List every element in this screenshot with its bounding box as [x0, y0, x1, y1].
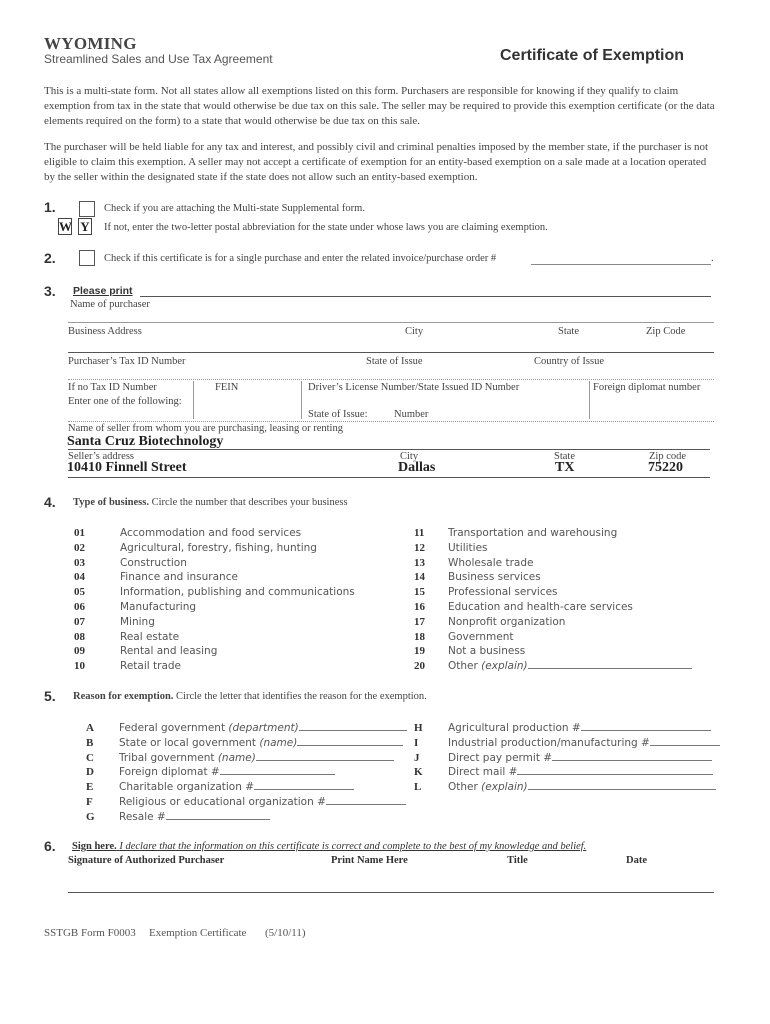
- business-type-item[interactable]: [414, 612, 565, 627]
- business-type-item-label: Business services: [448, 571, 541, 584]
- exemption-reason-item-label: Charitable organization #: [119, 781, 255, 794]
- business-type-item-label: Finance and insurance: [120, 571, 238, 584]
- business-type-item[interactable]: [74, 656, 181, 671]
- exemption-reason-item-code[interactable]: J: [414, 751, 420, 764]
- tax-id-field[interactable]: [68, 379, 714, 380]
- divider-1: [193, 381, 194, 419]
- business-type-item-label: Wholesale trade: [448, 556, 534, 569]
- name-of-purchaser-label: Name of purchaser: [70, 299, 150, 310]
- exemption-reason-item-code[interactable]: C: [86, 751, 94, 764]
- sign-here-label: Sign here.: [72, 841, 117, 852]
- state-abbreviation-label: If not, enter the two-letter postal abbreviation for the state under whose laws you are claiming exemption.: [104, 222, 548, 233]
- exemption-reason-item[interactable]: [414, 718, 711, 733]
- business-type-item[interactable]: [74, 523, 301, 538]
- business-type-item[interactable]: [414, 553, 533, 568]
- business-type-item-label: Mining: [120, 615, 155, 628]
- reason-heading-bold: Reason for exemption.: [73, 691, 174, 702]
- exemption-reason-item[interactable]: [414, 748, 712, 763]
- exemption-reason-item-label: Federal government: [119, 722, 226, 734]
- business-type-item-code[interactable]: 20: [414, 660, 425, 673]
- business-type-item-code[interactable]: 04: [74, 571, 85, 584]
- reason-heading-text: Circle the letter that identifies the reason for the exemption.: [176, 691, 427, 702]
- business-type-item-label: Rental and leasing: [120, 645, 218, 658]
- exemption-reason-item-code[interactable]: H: [414, 722, 423, 734]
- business-type-item-label: Other: [448, 660, 478, 673]
- business-address-label: Business Address: [68, 326, 142, 337]
- exemption-reason-item-label: State or local government: [119, 736, 257, 749]
- type-of-business-heading: [73, 497, 348, 508]
- footer-form-name: Exemption Certificate: [149, 927, 247, 939]
- exemption-reason-item-label: Other: [448, 781, 478, 794]
- drivers-license-label: Driver’s License Number/State Issued ID Number: [308, 382, 520, 393]
- seller-name-label: Name of seller from whom you are purchasing, leasing or renting: [68, 423, 343, 434]
- business-type-item-code[interactable]: 17: [414, 615, 425, 628]
- business-type-item[interactable]: [414, 538, 488, 553]
- exemption-reason-item-code[interactable]: E: [86, 781, 94, 794]
- business-type-item[interactable]: [74, 538, 317, 553]
- business-type-item[interactable]: [74, 641, 217, 656]
- id-options-field[interactable]: [68, 421, 714, 422]
- state-letter-1[interactable]: W: [59, 219, 72, 234]
- sign-here-declaration: [72, 841, 586, 852]
- business-type-item[interactable]: [414, 523, 617, 538]
- document-title: Certificate of Exemption: [500, 47, 685, 64]
- business-type-item[interactable]: [414, 641, 525, 656]
- exemption-reason-item[interactable]: [86, 777, 354, 792]
- exemption-reason-item-entry-field[interactable]: [517, 764, 713, 775]
- purchaser-name-field[interactable]: [68, 322, 714, 323]
- business-type-item-label: Agricultural, forestry, fishing, hunting: [120, 541, 317, 554]
- exemption-reason-item[interactable]: [86, 718, 407, 733]
- exemption-reason-item-label: Tribal government: [119, 751, 215, 764]
- exemption-reason-item[interactable]: [86, 792, 406, 807]
- please-print-label: Please print: [73, 285, 133, 297]
- signature-label: Signature of Authorized Purchaser: [68, 855, 225, 866]
- business-type-item-label: Not a business: [448, 645, 526, 658]
- business-type-item-code[interactable]: 05: [74, 586, 85, 599]
- exemption-reason-item-code[interactable]: A: [86, 722, 94, 734]
- state-of-issue-label: State of Issue: [366, 356, 423, 367]
- business-type-item-entry-field[interactable]: [528, 658, 692, 669]
- business-type-item[interactable]: [74, 597, 196, 612]
- business-type-item-label: Education and health-care services: [448, 601, 633, 613]
- business-type-item-label: Information, publishing and communications: [120, 586, 355, 599]
- seller-city-label: City: [400, 451, 419, 462]
- business-type-item-label: Transportation and warehousing: [448, 527, 618, 539]
- exemption-reason-item[interactable]: [86, 733, 403, 748]
- fein-label: FEIN: [215, 382, 239, 393]
- seller-state-value[interactable]: TX: [555, 460, 575, 475]
- exemption-reason-item-qualifier: (department): [228, 722, 299, 734]
- section-2-number: 2.: [44, 250, 56, 266]
- title-label: Title: [507, 855, 528, 866]
- state-name: WYOMING: [44, 34, 137, 53]
- exemption-reason-item-entry-field[interactable]: [581, 720, 711, 731]
- business-type-item-code[interactable]: 03: [74, 556, 85, 569]
- business-type-item-label: Utilities: [448, 541, 488, 554]
- exemption-reason-item-entry-field[interactable]: [326, 794, 406, 805]
- business-type-item-code[interactable]: 09: [74, 645, 85, 658]
- business-type-item-label: Manufacturing: [120, 601, 197, 613]
- seller-address-label: Seller’s address: [68, 451, 134, 462]
- zip-code-label: Zip Code: [646, 326, 686, 337]
- exemption-reason-item-entry-field[interactable]: [254, 779, 354, 790]
- signature-line[interactable]: [68, 892, 714, 893]
- business-type-item[interactable]: [74, 567, 238, 582]
- business-type-item-label: Real estate: [120, 630, 180, 643]
- business-type-item-code[interactable]: 18: [414, 630, 425, 643]
- business-type-item-qualifier: (explain): [481, 660, 528, 673]
- footer-form-number: SSTGB Form F0003: [44, 927, 136, 939]
- exemption-reason-item-label: Direct mail #: [448, 766, 518, 779]
- section-3-number: 3.: [44, 283, 56, 299]
- print-name-label: Print Name Here: [331, 855, 408, 866]
- business-type-item-code[interactable]: 12: [414, 541, 425, 554]
- please-print-rule: [140, 296, 711, 297]
- business-type-item-code[interactable]: 16: [414, 601, 425, 613]
- exemption-reason-item-qualifier: (name): [259, 736, 298, 749]
- business-type-item[interactable]: [414, 567, 541, 582]
- exemption-reason-item-code[interactable]: F: [86, 796, 93, 808]
- type-of-business-heading-bold: Type of business.: [73, 497, 149, 508]
- exemption-reason-item-entry-field[interactable]: [528, 779, 716, 790]
- business-type-item-label: Retail trade: [120, 660, 182, 673]
- business-type-item[interactable]: [74, 627, 179, 642]
- exemption-reason-item-label: Direct pay permit #: [448, 751, 553, 764]
- business-type-item[interactable]: [74, 582, 355, 597]
- exemption-reason-item-entry-field[interactable]: [297, 735, 403, 746]
- date-label: Date: [626, 855, 647, 866]
- business-type-item[interactable]: [414, 627, 513, 642]
- city-label: City: [405, 326, 424, 337]
- business-type-item[interactable]: [74, 612, 155, 627]
- business-type-item-label: Accommodation and food services: [120, 527, 302, 539]
- tax-id-label: Purchaser’s Tax ID Number: [68, 356, 186, 367]
- reason-for-exemption-heading: [73, 691, 427, 702]
- business-type-item-code[interactable]: 15: [414, 586, 425, 599]
- foreign-diplomat-label: Foreign diplomat number: [593, 382, 701, 393]
- exemption-reason-item-entry-field[interactable]: [256, 750, 394, 761]
- business-type-item[interactable]: [414, 597, 633, 612]
- exemption-reason-item-entry-field[interactable]: [299, 720, 407, 731]
- seller-name-field: [68, 449, 710, 450]
- exemption-reason-item[interactable]: [414, 733, 720, 748]
- exemption-reason-item-qualifier: (explain): [481, 781, 528, 794]
- enter-one-label: Enter one of the following:: [68, 396, 182, 407]
- section-4-number: 4.: [44, 494, 56, 510]
- multistate-supplemental-label: Check if you are attaching the Multi-state Supplemental form.: [104, 203, 365, 214]
- seller-zip-value[interactable]: 75220: [648, 460, 683, 475]
- state-label: State: [558, 326, 579, 337]
- business-type-item-code[interactable]: 02: [74, 541, 85, 554]
- business-type-item-code[interactable]: 19: [414, 645, 425, 658]
- exemption-reason-item-entry-field[interactable]: [166, 809, 270, 820]
- intro-paragraph-1: This is a multi-state form. Not all states allow all exemptions listed on this form. Purchasers are responsible for knowing if they qualify to claim exemption from tax in the state that would otherwise be due tax on this sale. The seller may be required to provide this exemption certificate (or the data elements required on the form) to a state that would otherwise be due tax on this sale.: [44, 85, 715, 127]
- exemption-reason-item[interactable]: [86, 807, 270, 822]
- single-purchase-checkbox[interactable]: [79, 250, 95, 266]
- seller-zip-label: Zip code: [649, 451, 687, 462]
- agreement-name: Streamlined Sales and Use Tax Agreement: [44, 52, 273, 66]
- state-letter-2[interactable]: Y: [78, 218, 92, 235]
- business-type-item-code[interactable]: 06: [74, 601, 85, 613]
- seller-name-value[interactable]: Santa Cruz Biotechnology: [67, 434, 224, 449]
- exemption-reason-item-code[interactable]: G: [86, 810, 95, 823]
- exemption-reason-item-code[interactable]: B: [86, 736, 94, 749]
- exemption-reason-item[interactable]: [86, 748, 394, 763]
- business-type-item[interactable]: [74, 553, 187, 568]
- divider-2: [301, 381, 302, 419]
- exemption-reason-item-entry-field[interactable]: [220, 764, 335, 775]
- country-of-issue-label: Country of Issue: [534, 356, 604, 367]
- intro-paragraph-2: The purchaser will be held liable for any tax and interest, and possibly civil and criminal penalties imposed by the member state, if the purchaser is not eligible to claim this exemption. A seller may not accept a certificate of exemption for an entity-based exemption on a sale made at a location operated by the seller within the designated state if the state does not allow such an entity-based exemption.: [44, 141, 709, 183]
- business-type-item-code[interactable]: 08: [74, 630, 85, 643]
- business-type-item-code[interactable]: 11: [414, 527, 425, 539]
- exemption-reason-item-code[interactable]: L: [414, 781, 422, 794]
- business-type-item-code[interactable]: 07: [74, 615, 85, 628]
- section-1-number: 1.: [44, 199, 56, 215]
- exemption-reason-item-qualifier: (name): [217, 751, 256, 764]
- if-no-tax-id-label: If no Tax ID Number: [68, 382, 157, 393]
- exemption-reason-item-label: Agricultural production #: [448, 722, 581, 734]
- exemption-reason-item-entry-field[interactable]: [552, 750, 712, 761]
- exemption-reason-item[interactable]: [86, 762, 335, 777]
- business-type-item-code[interactable]: 10: [74, 660, 85, 673]
- business-type-item[interactable]: [414, 656, 692, 671]
- exemption-reason-item-label: Resale #: [119, 810, 166, 823]
- exemption-reason-item[interactable]: [414, 762, 713, 777]
- section-5-number: 5.: [44, 688, 56, 704]
- exemption-reason-item-code[interactable]: D: [86, 766, 94, 779]
- business-type-item-code[interactable]: 13: [414, 556, 425, 569]
- business-type-item-code[interactable]: 01: [74, 527, 85, 539]
- seller-address-field: [68, 477, 710, 478]
- business-type-item-label: Construction: [120, 556, 187, 569]
- section-6-number: 6.: [44, 838, 56, 854]
- exemption-reason-item-code[interactable]: K: [414, 766, 423, 779]
- seller-state-label: State: [554, 451, 575, 462]
- footer-form-date: (5/10/11): [265, 927, 306, 939]
- exemption-reason-item[interactable]: [414, 777, 716, 792]
- number-label: Number: [394, 409, 429, 420]
- business-type-item-label: Nonprofit organization: [448, 615, 566, 628]
- seller-city-value[interactable]: Dallas: [398, 460, 436, 475]
- business-address-field[interactable]: [68, 352, 714, 353]
- single-purchase-label: Check if this certificate is for a single purchase and enter the related invoice/purchase order #: [104, 253, 497, 264]
- state-of-issue-colon-label: State of Issue:: [308, 409, 368, 420]
- exemption-reason-item-label: Foreign diplomat #: [119, 766, 220, 779]
- business-type-item[interactable]: [414, 582, 558, 597]
- invoice-field-period: .: [711, 253, 714, 264]
- business-type-item-label: Government: [448, 630, 514, 643]
- declaration-text: I declare that the information on this certificate is correct and complete to the best of my knowledge and belief.: [119, 841, 587, 852]
- divider-3: [589, 381, 590, 419]
- exemption-reason-item-label: Industrial production/manufacturing #: [448, 736, 650, 749]
- exemption-reason-item-entry-field[interactable]: [650, 735, 720, 746]
- business-type-item-code[interactable]: 14: [414, 571, 425, 584]
- type-of-business-heading-text: Circle the number that describes your business: [151, 497, 348, 508]
- exemption-reason-item-label: Religious or educational organization #: [119, 796, 326, 808]
- invoice-number-field[interactable]: [531, 264, 711, 265]
- seller-address-value[interactable]: 10410 Finnell Street: [67, 460, 187, 475]
- multistate-supplemental-checkbox[interactable]: [79, 201, 95, 217]
- exemption-reason-item-code[interactable]: I: [414, 736, 419, 749]
- business-type-item-label: Professional services: [448, 586, 558, 599]
